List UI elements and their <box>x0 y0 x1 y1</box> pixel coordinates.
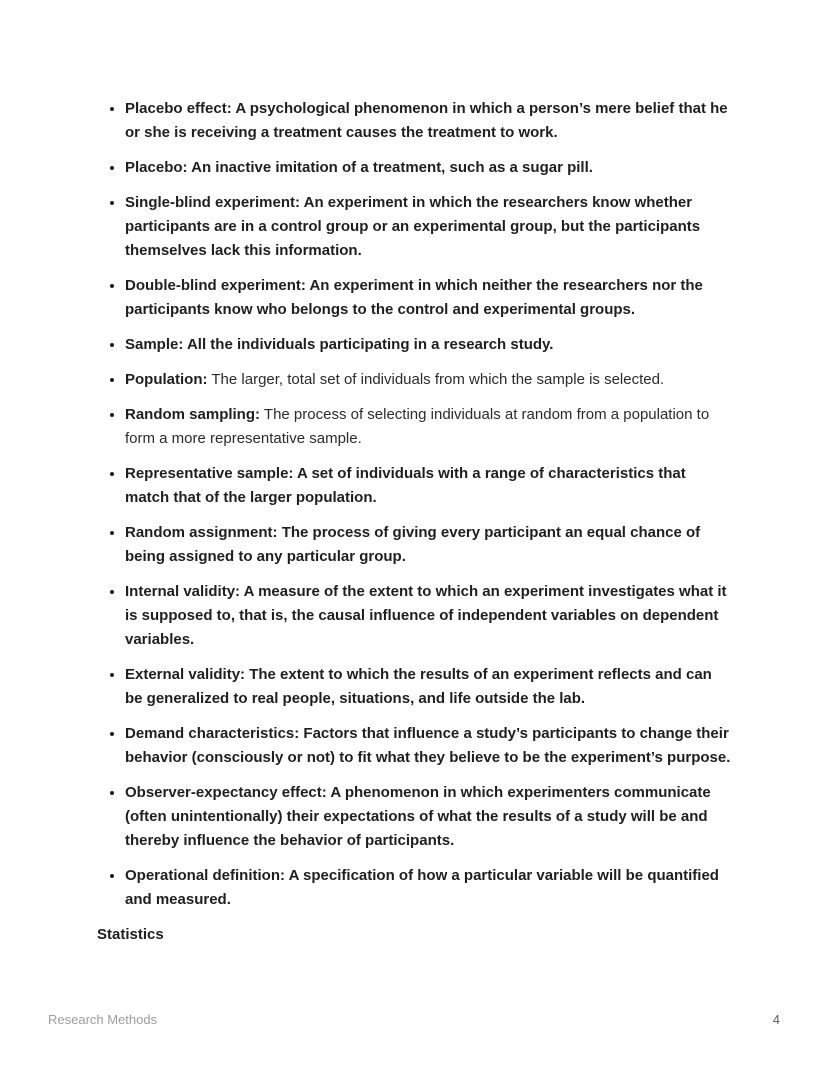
definition-term: Demand characteristics: <box>125 725 300 742</box>
definition-item <box>125 781 733 853</box>
definition-term: Placebo: <box>125 159 188 176</box>
definition-item <box>125 722 733 770</box>
definition-text: Factors that influence a study’s participants to change their behavior (consciously or not) to fit what they believe to be the experiment’s purpose. <box>125 725 731 766</box>
definition-term: Random assignment: <box>125 524 278 541</box>
definition-text: A measure of the extent to which an experiment investigates what it is supposed to, that is, the causal influence of independent variables on dependent variables. <box>125 583 727 648</box>
definition-item <box>125 333 733 357</box>
page-footer <box>48 1012 780 1027</box>
definition-term: Internal validity: <box>125 583 241 600</box>
definition-text: A set of individuals with a range of characteristics that match that of the larger population. <box>125 465 686 506</box>
definition-item <box>125 156 733 180</box>
definitions-list <box>97 97 733 912</box>
definition-term: Representative sample: <box>125 465 294 482</box>
definition-item <box>125 462 733 510</box>
definition-item <box>125 864 733 912</box>
definition-term: Sample: <box>125 336 184 353</box>
definition-text: An inactive imitation of a treatment, such as a sugar pill. <box>187 159 593 176</box>
definition-item <box>125 580 733 652</box>
definition-term: Observer-expectancy effect: <box>125 784 327 801</box>
definition-text: An experiment in which the researchers know whether participants are in a control group or an experimental group, but the participants themselves lack this information. <box>125 194 701 259</box>
definition-term: Double-blind experiment: <box>125 277 306 294</box>
definition-text: The extent to which the results of an experiment reflects and can be generalized to real people, situations, and life outside the lab. <box>125 666 712 707</box>
definition-item <box>125 663 733 711</box>
footer-page-number: 4 <box>772 1012 780 1027</box>
definition-term: Placebo effect: <box>125 100 232 117</box>
definition-item <box>125 403 733 451</box>
definition-item <box>125 521 733 569</box>
definition-term: Random sampling: <box>125 406 261 423</box>
definition-term: Single-blind experiment: <box>125 194 301 211</box>
definition-item <box>125 274 733 322</box>
definition-text: The process of selecting individuals at random from a population to form a more representative sample. <box>125 406 710 447</box>
definition-item <box>125 191 733 263</box>
definition-text: The larger, total set of individuals from which the sample is selected. <box>207 371 665 388</box>
definition-text: An experiment in which neither the researchers nor the participants know who belongs to the control and experimental groups. <box>125 277 703 318</box>
definition-text: The process of giving every participant an equal chance of being assigned to any particular group. <box>125 524 701 565</box>
definition-term: External validity: <box>125 666 246 683</box>
footer-document-title: Research Methods <box>48 1012 158 1027</box>
definition-text: A psychological phenomenon in which a person’s mere belief that he or she is receiving a treatment causes the treatment to work. <box>125 100 728 141</box>
definition-term: Population: <box>125 371 208 388</box>
definition-item <box>125 97 733 145</box>
definition-text: A phenomenon in which experimenters communicate (often unintentionally) their expectations of what the results of a study will be and thereby influence the behavior of participants. <box>125 784 711 849</box>
definition-item <box>125 368 733 392</box>
page-content <box>97 97 733 947</box>
definition-text: A specification of how a particular variable will be quantified and measured. <box>125 867 719 908</box>
section-heading-statistics: Statistics <box>97 926 164 943</box>
definition-term: Operational definition: <box>125 867 285 884</box>
definition-text: All the individuals participating in a research study. <box>183 336 554 353</box>
